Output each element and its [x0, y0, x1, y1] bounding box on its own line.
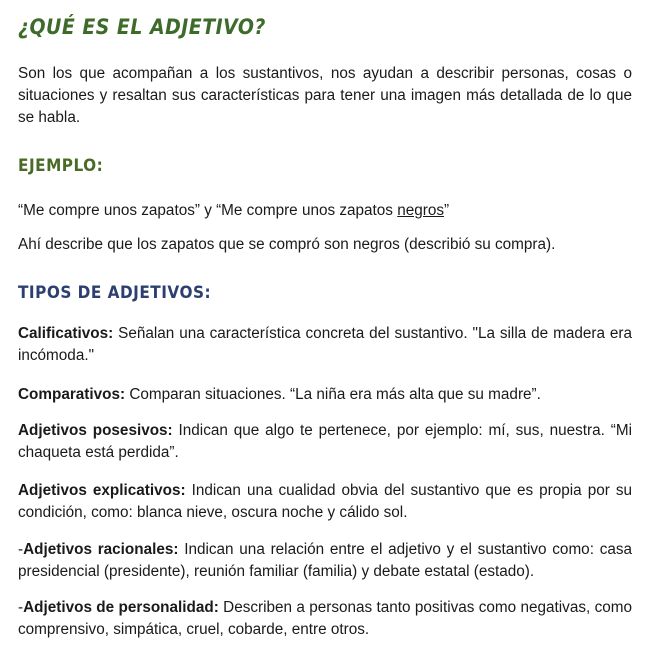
type-term: Adjetivos de personalidad:: [23, 599, 219, 616]
types-heading: TIPOS DE ADJETIVOS:: [18, 283, 212, 303]
type-item-calificativos: [18, 323, 632, 367]
type-description: Describen a personas tanto positivas como negativas, como comprensivo, simpática, cruel, cobarde, entre otros.: [18, 599, 632, 638]
type-item-posesivos: [18, 420, 632, 464]
type-item-personalidad: [18, 597, 632, 641]
type-term: Adjetivos explicativos:: [18, 482, 186, 499]
type-description: Indican una cualidad obvia del sustantivo que es propia por su condición, como: blanca nieve, oscura noche y cálido sol.: [18, 482, 633, 521]
type-item-explicativos: [18, 480, 632, 524]
example-explanation: Ahí describe que los zapatos que se compró son negros (describió su compra).: [18, 236, 556, 253]
page-title: ¿QUÉ ES EL ADJETIVO?: [18, 15, 266, 39]
type-description: Indican una relación entre el adjetivo y el sustantivo como: casa presidencial (presidente), reunión familiar (familia) y debate estatal (estado).: [18, 541, 633, 580]
type-description: Comparan situaciones. “La niña era más alta que su madre”.: [125, 386, 541, 403]
example-sentence-part2: ”: [443, 202, 450, 219]
example-sentence-part1: “Me compre unos zapatos” y “Me compre unos zapatos: [18, 202, 398, 219]
definition-paragraph: Son los que acompañan a los sustantivos, nos ayudan a describir personas, cosas o situaciones y resaltan sus características para tener una imagen más detallada de lo que se habla.: [18, 65, 632, 126]
type-term: Calificativos:: [18, 325, 114, 342]
example-heading: EJEMPLO:: [18, 156, 104, 176]
example-underlined-word: negros: [397, 202, 444, 219]
type-item-racionales: [18, 539, 632, 583]
type-term: Comparativos:: [18, 386, 126, 403]
type-term: Adjetivos posesivos:: [18, 422, 173, 439]
type-description: Señalan una característica concreta del sustantivo. "La silla de madera era incómoda.": [18, 325, 632, 364]
type-prefix: -: [18, 541, 24, 558]
type-description: Indican que algo te pertenece, por ejemplo: mí, sus, nuestra. “Mi chaqueta está perdida”.: [18, 422, 632, 461]
type-prefix: -: [18, 599, 24, 616]
type-item-comparativos: [18, 384, 632, 406]
example-sentence: [18, 200, 632, 222]
type-term: Adjetivos racionales:: [23, 541, 179, 558]
